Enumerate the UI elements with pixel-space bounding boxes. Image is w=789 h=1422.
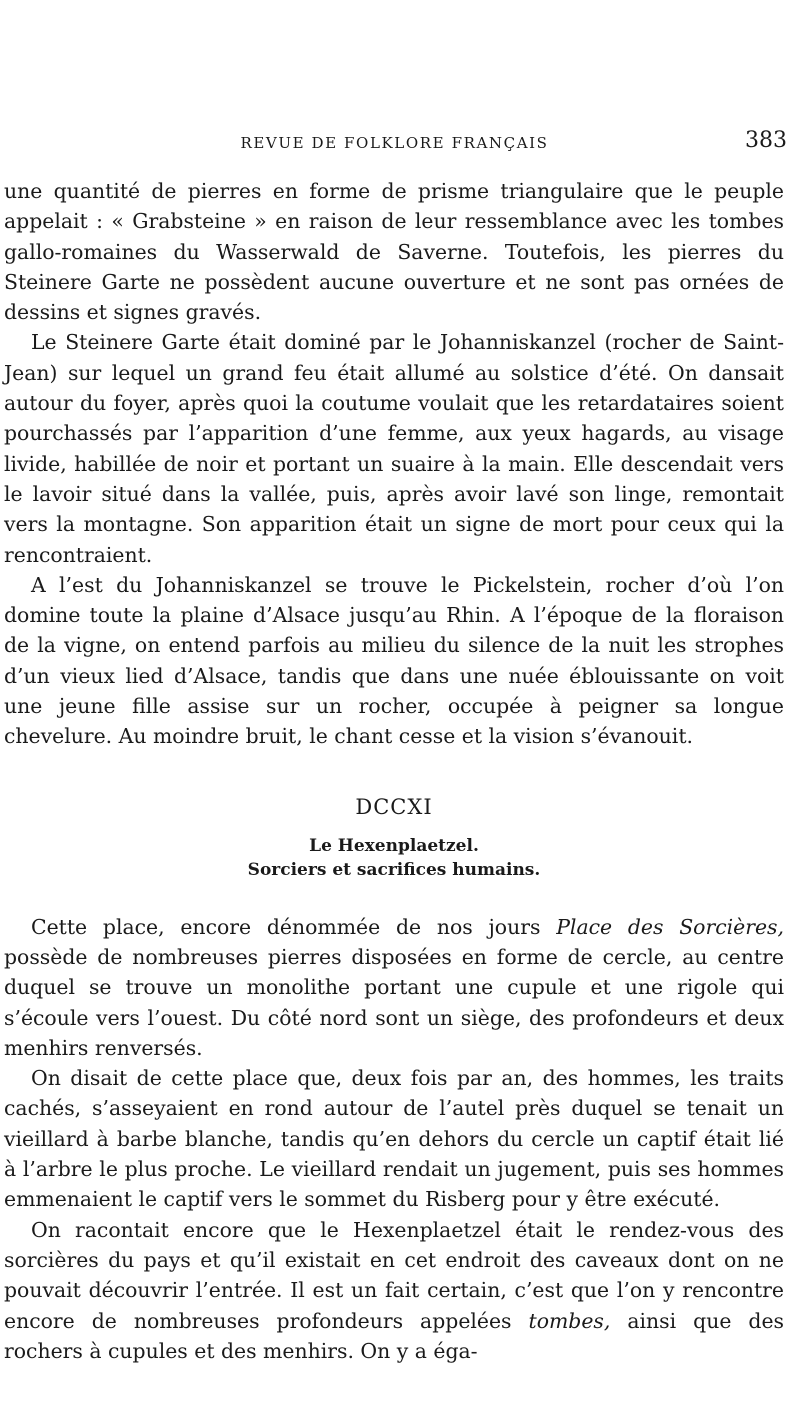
- paragraph-2: Le Steinere Garte était dominé par le Johanniskanzel (rocher de Saint-Jean) sur lequel un grand feu était allumé au solstice d’été. On dansait autour du foyer, après quoi la coutume voulait que les retardataires soient pourchassés par l’apparition d’une femme, aux yeux hagards, au visage livide, habillée de noir et portant un suaire à la main. Elle descendait vers le lavoir situé dans la vallée, puis, après avoir lavé son linge, remontait vers la montagne. Son apparition était un signe de mort pour ceux qui la rencontraient.: [4, 330, 784, 567]
- paragraph-6: [4, 1215, 784, 1366]
- paragraph-4-text-a: Cette place, encore dénommée de nos jours: [31, 914, 557, 939]
- chapter-title: [4, 834, 784, 882]
- paragraph-6-text-a: On racontait encore que le Hexenplaetzel était le rendez-vous des sorcières du pays et qu’il existait en cet endroit des caveaux dont on ne pouvait découvrir l’entrée. Il est un fait certain, c’est que l’on y rencontre encore de nombreuses profondeurs appelées: [4, 1217, 784, 1333]
- body-text: [4, 176, 784, 1366]
- chapter-title-line-2: Sorciers et sacrifices humains.: [247, 859, 541, 880]
- paragraph-1: une quantité de pierres en forme de prisme triangulaire que le peuple appelait : « Grabsteine » en raison de leur ressemblance avec les tombes gallo-romaines du Wasserwald de Saverne. Toutefois, les pierres du Steinere Garte ne possèdent aucune ouverture et ne sont pas ornées de dessins et signes gravés.: [4, 179, 784, 325]
- chapter-title-line-1: Le Hexenplaetzel.: [309, 835, 479, 856]
- paragraph-3: A l’est du Johanniskanzel se trouve le Pickelstein, rocher d’où l’on domine toute la plaine d’Alsace jusqu’au Rhin. A l’époque de la floraison de la vigne, on entend parfois au milieu du silence de la nuit les strophes d’un vieux lied d’Alsace, tandis que dans une nuée éblouissante on voit une jeune fille assise sur un rocher, occupée à peigner sa longue chevelure. Au moindre bruit, le chant cesse et la vision s’évanouit.: [4, 572, 784, 749]
- chapter-number: DCCXI: [355, 794, 433, 819]
- paragraph-6-text-b: ainsi que des rochers à cupules et des menhirs. On y a éga-: [4, 1308, 784, 1363]
- paragraph-5: On disait de cette place que, deux fois par an, des hommes, les traits cachés, s’asseyaient en rond autour de l’autel près duquel se tenait un vieillard à barbe blanche, tandis qu’en dehors du cercle un captif était lié à l’arbre le plus proche. Le vieillard rendait un jugement, puis ses hommes emmenaient le captif vers le sommet du Risberg pour y être exécuté.: [4, 1066, 784, 1212]
- paragraph-4-text-b: possède de nombreuses pierres disposées en forme de cercle, au centre duquel se trouve un monolithe portant une cupule et une rigole qui s’écoule vers l’ouest. Du côté nord sont un siège, des profondeurs et deux menhirs renversés.: [4, 944, 784, 1060]
- paragraph-4: [4, 912, 784, 1063]
- paragraph-4-italic: Place des Sorcières,: [556, 914, 784, 939]
- page-header: [0, 128, 789, 162]
- page-number: 383: [745, 128, 787, 153]
- running-title: REVUE DE FOLKLORE FRANÇAIS: [240, 134, 549, 152]
- paragraph-6-italic: tombes,: [528, 1308, 611, 1333]
